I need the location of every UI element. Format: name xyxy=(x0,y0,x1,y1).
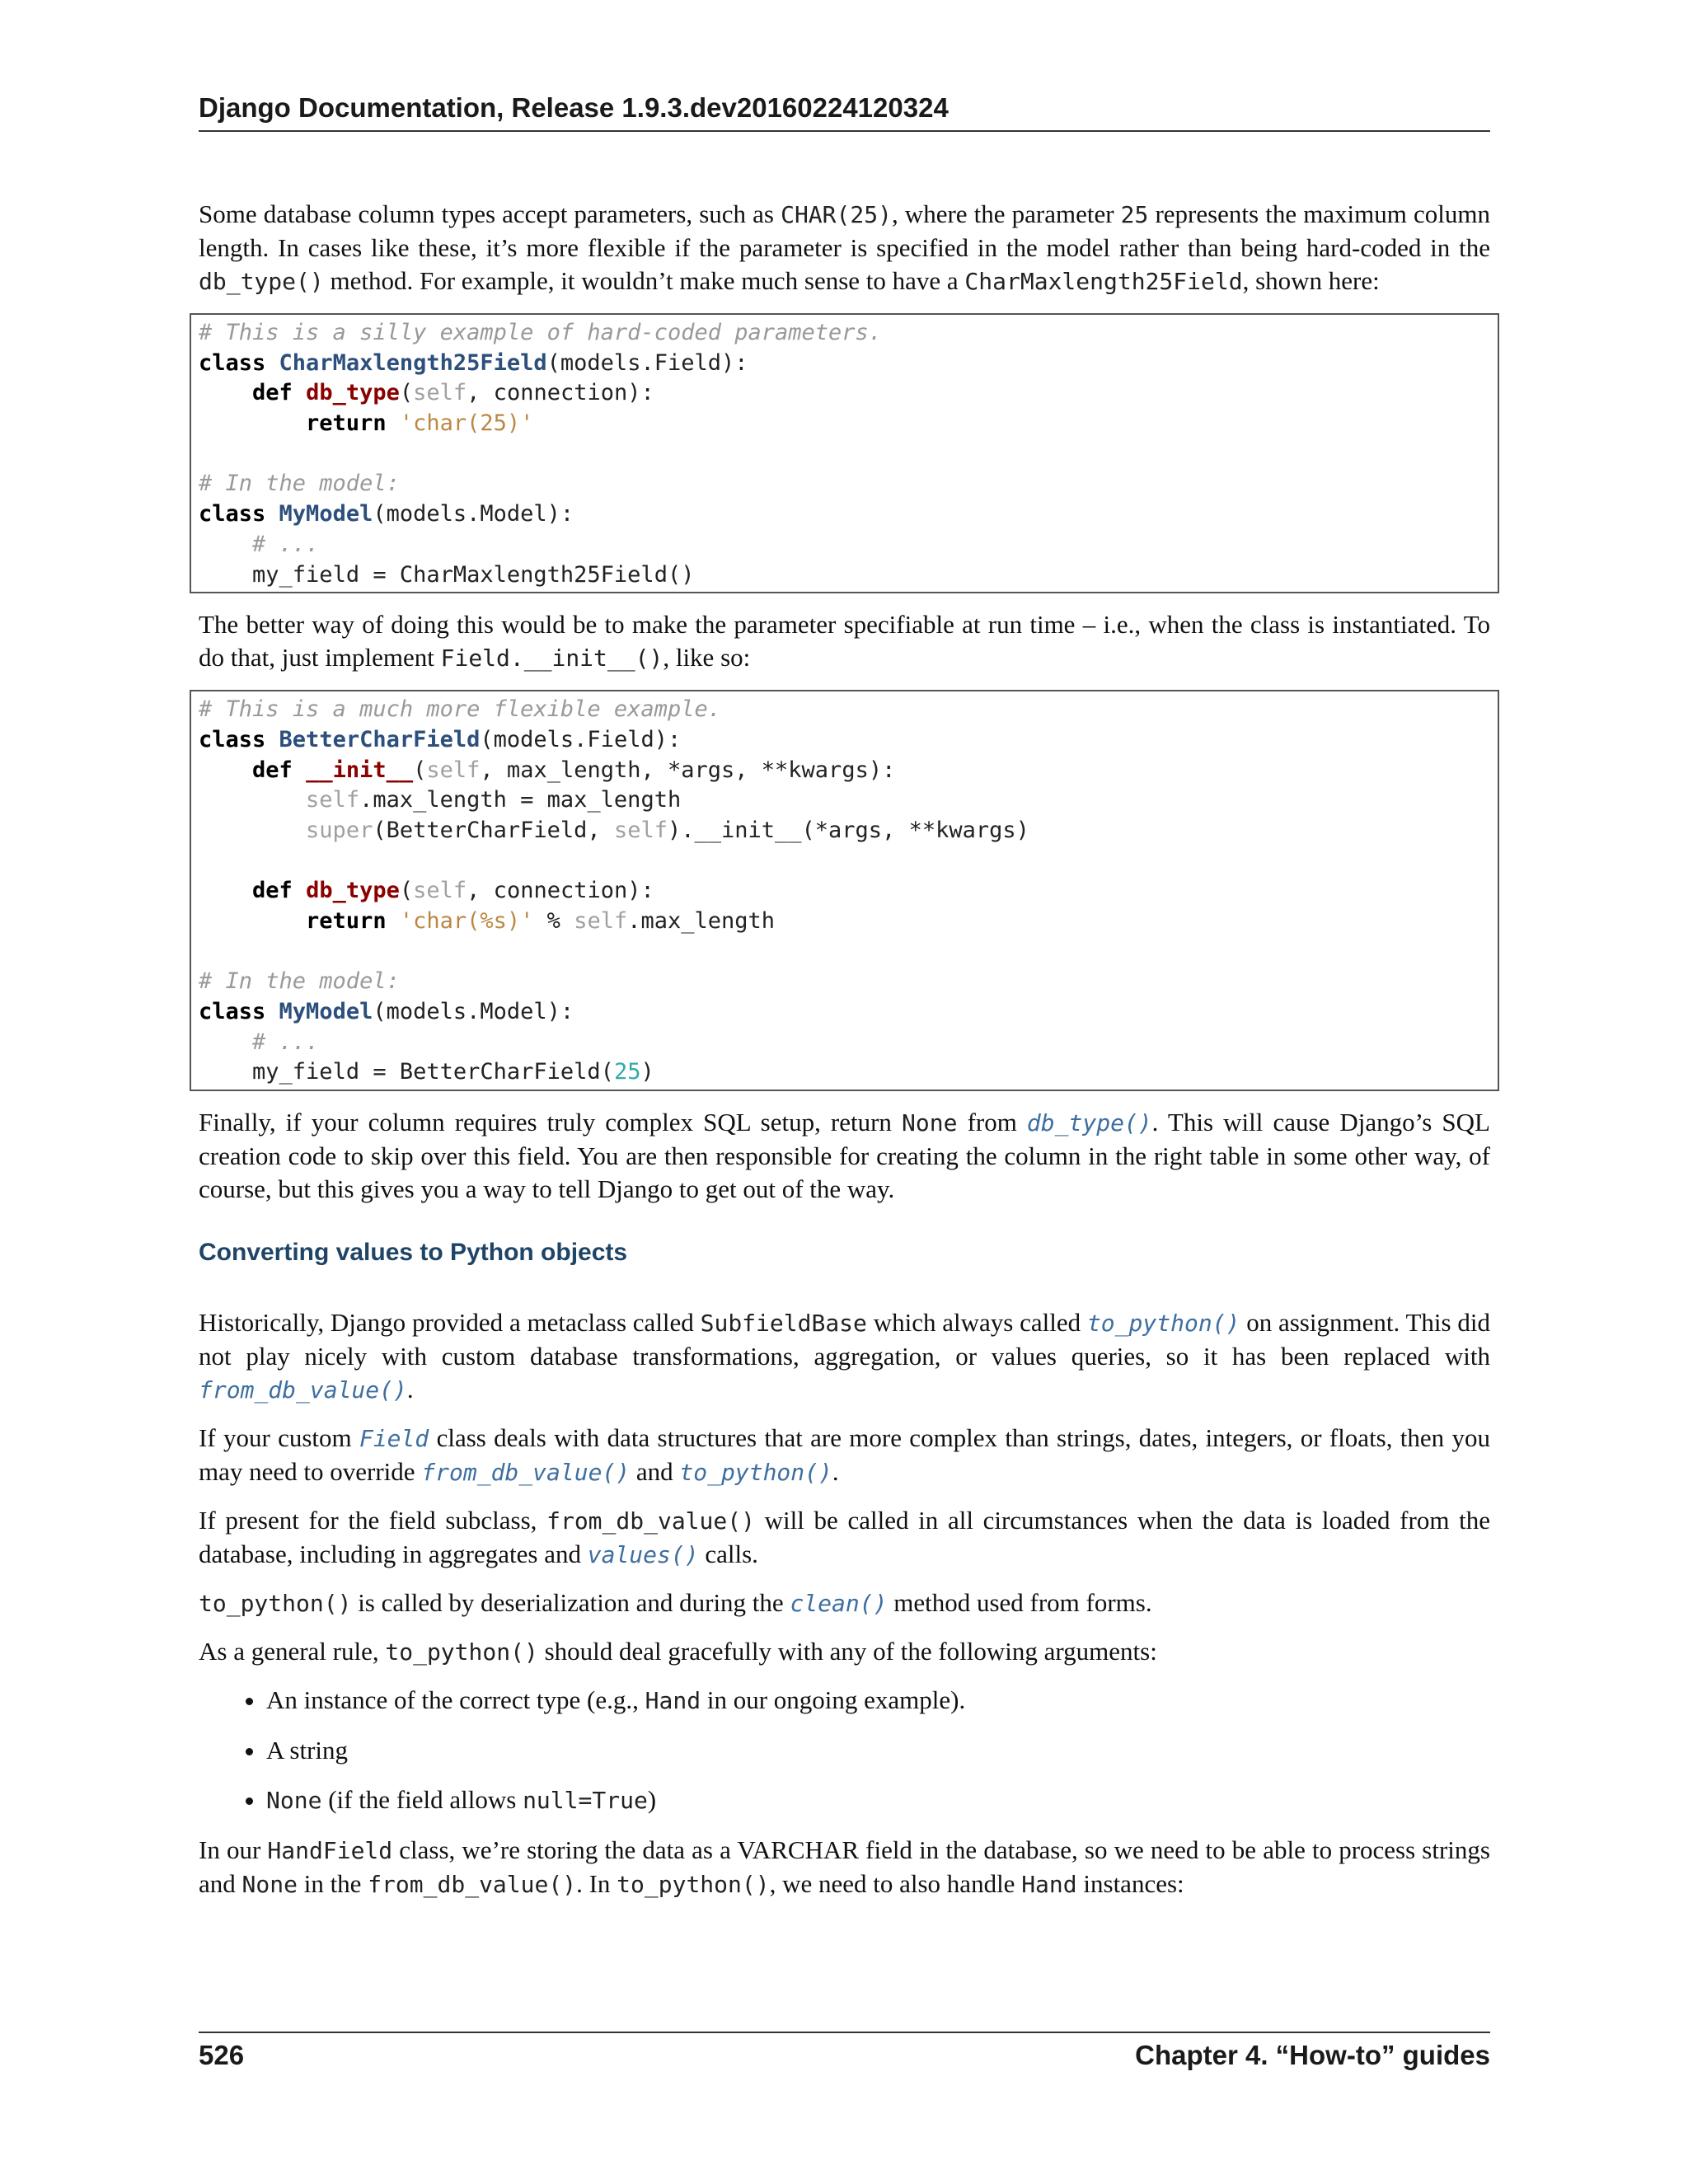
code-keyword: class xyxy=(199,501,266,527)
code-number: 25 xyxy=(613,1059,641,1085)
list-item xyxy=(266,1734,1490,1767)
code-builtin: super xyxy=(306,817,373,843)
inline-code: None xyxy=(241,1871,298,1899)
code-keyword: return xyxy=(306,410,387,437)
code-text: (BetterCharField, xyxy=(373,817,614,843)
code-self: self xyxy=(413,878,467,904)
code-string: 'char(%s)' xyxy=(399,908,534,934)
code-block-flexible: # This is a much more flexible example. class BetterCharField(models.Field): def __init__(self, max_length, *args, **kwargs): self.max_length = max_length super(BetterCharField, self).__init__(*args, **kwargs) def db_type(self, connection): return 'char(%s)' % self.max_length # In the model: class MyModel(models.Model): # ... my_field = BetterCharField(25) xyxy=(190,690,1499,1091)
inline-code: None xyxy=(902,1109,958,1137)
inline-code: to_python() xyxy=(199,1590,352,1618)
code-function-name: db_type xyxy=(306,380,400,406)
text: from xyxy=(957,1108,1027,1137)
text: Some database column types accept parameters, such as xyxy=(199,199,781,228)
text: Historically, Django provided a metaclass called xyxy=(199,1308,701,1338)
text: . xyxy=(832,1457,839,1487)
present-paragraph xyxy=(199,1504,1490,1572)
text: ) xyxy=(647,1785,657,1815)
text: . xyxy=(406,1375,414,1404)
text: on assignment. This did not play nicely with custom database transformations, aggregation, or values queries, so it has been replaced with xyxy=(199,1308,1490,1371)
finally-paragraph xyxy=(199,1106,1490,1206)
running-header: Django Documentation, Release 1.9.3.dev20160224120324 xyxy=(199,92,1490,132)
text: and xyxy=(630,1457,680,1487)
page-content xyxy=(199,198,1490,1916)
code-self: self xyxy=(426,757,481,783)
code-text: , connection): xyxy=(467,878,654,904)
code-comment: # ... xyxy=(252,1029,320,1055)
text: represents the maximum column length. In cases like these, it’s more flexible if the parameter is specified in the model rather than being hard-coded in the xyxy=(199,199,1490,262)
inline-code: None xyxy=(266,1787,322,1815)
values-link[interactable]: values() xyxy=(587,1541,699,1569)
field-link[interactable]: Field xyxy=(359,1425,429,1453)
text: will be called in all circumstances when the data is loaded from the database, including in aggregates and xyxy=(199,1506,1490,1569)
code-text: (models.Model): xyxy=(373,501,574,527)
code-keyword: def xyxy=(252,878,293,904)
code-text: my_field = CharMaxlength25Field() xyxy=(252,561,695,588)
code-keyword: class xyxy=(199,726,266,752)
code-block-hardcoded: # This is a silly example of hard-coded parameters. class CharMaxlength25Field(models.Field): def db_type(self, connection): return 'char(25)' # In the model: class MyModel(models.Model): # ... my_field = CharMaxlength25Field() xyxy=(190,313,1499,593)
code-self: self xyxy=(306,787,360,813)
inline-code: from_db_value() xyxy=(546,1507,755,1535)
text: The better way of doing this would be to make the parameter specifiable at run time – i.e., when the class is instantiated. To do that, just implement xyxy=(199,610,1490,673)
text: , shown here: xyxy=(1242,266,1380,295)
handfield-paragraph xyxy=(199,1834,1490,1901)
code-comment: # In the model: xyxy=(199,968,400,995)
code-text: (models.Field): xyxy=(546,349,748,376)
to-python-link[interactable]: to_python() xyxy=(1086,1310,1240,1338)
text: Finally, if your column requires truly complex SQL setup, return xyxy=(199,1108,903,1137)
inline-code: to_python() xyxy=(385,1638,538,1666)
to-python-link[interactable]: to_python() xyxy=(679,1459,832,1487)
inline-code: Field.__init__() xyxy=(440,644,663,673)
inline-code: to_python() xyxy=(617,1871,770,1899)
page-footer xyxy=(199,2032,1490,2071)
code-text: .max_length xyxy=(627,908,776,934)
code-text: (models.Field): xyxy=(480,726,682,752)
text: An instance of the correct type (e.g., xyxy=(266,1685,645,1715)
text: in our ongoing example). xyxy=(701,1685,966,1715)
code-comment: # This is a silly example of hard-coded parameters. xyxy=(199,320,883,345)
code-text: , connection): xyxy=(467,380,654,406)
inline-code: Hand xyxy=(645,1687,701,1715)
code-function-name: db_type xyxy=(306,878,400,904)
code-self: self xyxy=(574,908,628,934)
arguments-list xyxy=(199,1684,1490,1817)
code-text: my_field = BetterCharField( xyxy=(252,1059,614,1085)
inline-code: SubfieldBase xyxy=(700,1310,867,1338)
section-heading: Converting values to Python objects xyxy=(199,1239,628,1267)
code-text: (models.Model): xyxy=(373,999,574,1025)
text: is called by deserialization and during the xyxy=(351,1588,790,1618)
inline-code: 25 xyxy=(1120,201,1149,228)
inline-code: null=True xyxy=(523,1787,648,1815)
code-class-name: CharMaxlength25Field xyxy=(279,349,547,376)
page-number: 526 xyxy=(199,2040,245,2070)
code-text: .max_length = max_length xyxy=(359,787,682,813)
inline-code: CharMaxlength25Field xyxy=(964,268,1243,295)
code-text: , max_length, *args, **kwargs): xyxy=(480,757,896,783)
code-class-name: MyModel xyxy=(279,999,373,1025)
from-db-value-link[interactable]: from_db_value() xyxy=(199,1376,407,1404)
code-comment: # This is a much more flexible example. xyxy=(199,696,721,723)
to-python-paragraph xyxy=(199,1586,1490,1620)
text: in the xyxy=(297,1869,368,1899)
code-string: 'char(25)' xyxy=(399,410,534,437)
text: , we need to also handle xyxy=(769,1869,1022,1899)
inline-code: from_db_value() xyxy=(368,1871,577,1899)
inline-code: HandField xyxy=(267,1837,393,1865)
text: (if the field allows xyxy=(321,1785,523,1815)
code-keyword: def xyxy=(252,757,293,783)
code-class-name: MyModel xyxy=(279,501,373,527)
better-way-paragraph xyxy=(199,608,1490,675)
list-item xyxy=(266,1684,1490,1718)
inline-code: db_type() xyxy=(199,268,324,295)
text: which always called xyxy=(866,1308,1087,1338)
code-text: ).__init__(*args, **kwargs) xyxy=(667,817,1029,843)
text: . In xyxy=(576,1869,617,1899)
code-keyword: class xyxy=(199,349,266,376)
text: A string xyxy=(266,1736,349,1765)
text: method. For example, it wouldn’t make much sense to have a xyxy=(323,266,965,295)
text: class deals with data structures that are more complex than strings, dates, integers, or floats, then you may need to override xyxy=(199,1423,1490,1487)
code-comment: # ... xyxy=(252,531,320,557)
code-comment: # In the model: xyxy=(199,471,400,497)
text: instances: xyxy=(1076,1869,1184,1899)
inline-code: CHAR(25) xyxy=(781,201,892,228)
inline-code: Hand xyxy=(1021,1871,1077,1899)
chapter-title: Chapter 4. “How-to” guides xyxy=(1135,2040,1490,2070)
from-db-value-link[interactable]: from_db_value() xyxy=(421,1459,631,1487)
code-keyword: def xyxy=(252,380,293,406)
text: should deal gracefully with any of the following arguments: xyxy=(537,1637,1157,1666)
code-self: self xyxy=(613,817,668,843)
text: In our xyxy=(199,1835,268,1865)
text: , like so: xyxy=(663,643,751,673)
code-text: ) xyxy=(640,1059,654,1085)
code-self: self xyxy=(413,380,467,406)
list-item xyxy=(266,1783,1490,1817)
text: calls. xyxy=(698,1540,758,1569)
clean-link[interactable]: clean() xyxy=(790,1590,888,1618)
general-rule-paragraph xyxy=(199,1635,1490,1669)
intro-paragraph xyxy=(199,198,1490,298)
text: class, we’re storing the data as a VARCHAR field in the database, so we need to be able to process strings and xyxy=(199,1835,1490,1899)
text: , where the parameter xyxy=(891,199,1121,228)
custom-field-paragraph xyxy=(199,1422,1490,1489)
code-class-name: BetterCharField xyxy=(279,726,481,752)
code-operator: % xyxy=(533,908,574,934)
code-keyword: class xyxy=(199,999,266,1025)
text: As a general rule, xyxy=(199,1637,386,1666)
code-function-name: __init__ xyxy=(306,757,414,783)
text: . This will cause Django’s SQL creation code to skip over this field. You are then responsible for creating the column in the right table in some other way, of course, but this gives you a way to tell Django to get out of the way. xyxy=(199,1108,1490,1204)
history-paragraph xyxy=(199,1306,1490,1407)
text: If present for the field subclass, xyxy=(199,1506,547,1535)
db-type-link[interactable]: db_type() xyxy=(1026,1109,1152,1137)
code-keyword: return xyxy=(306,908,387,934)
text: method used from forms. xyxy=(887,1588,1152,1618)
text: If your custom xyxy=(199,1423,359,1453)
